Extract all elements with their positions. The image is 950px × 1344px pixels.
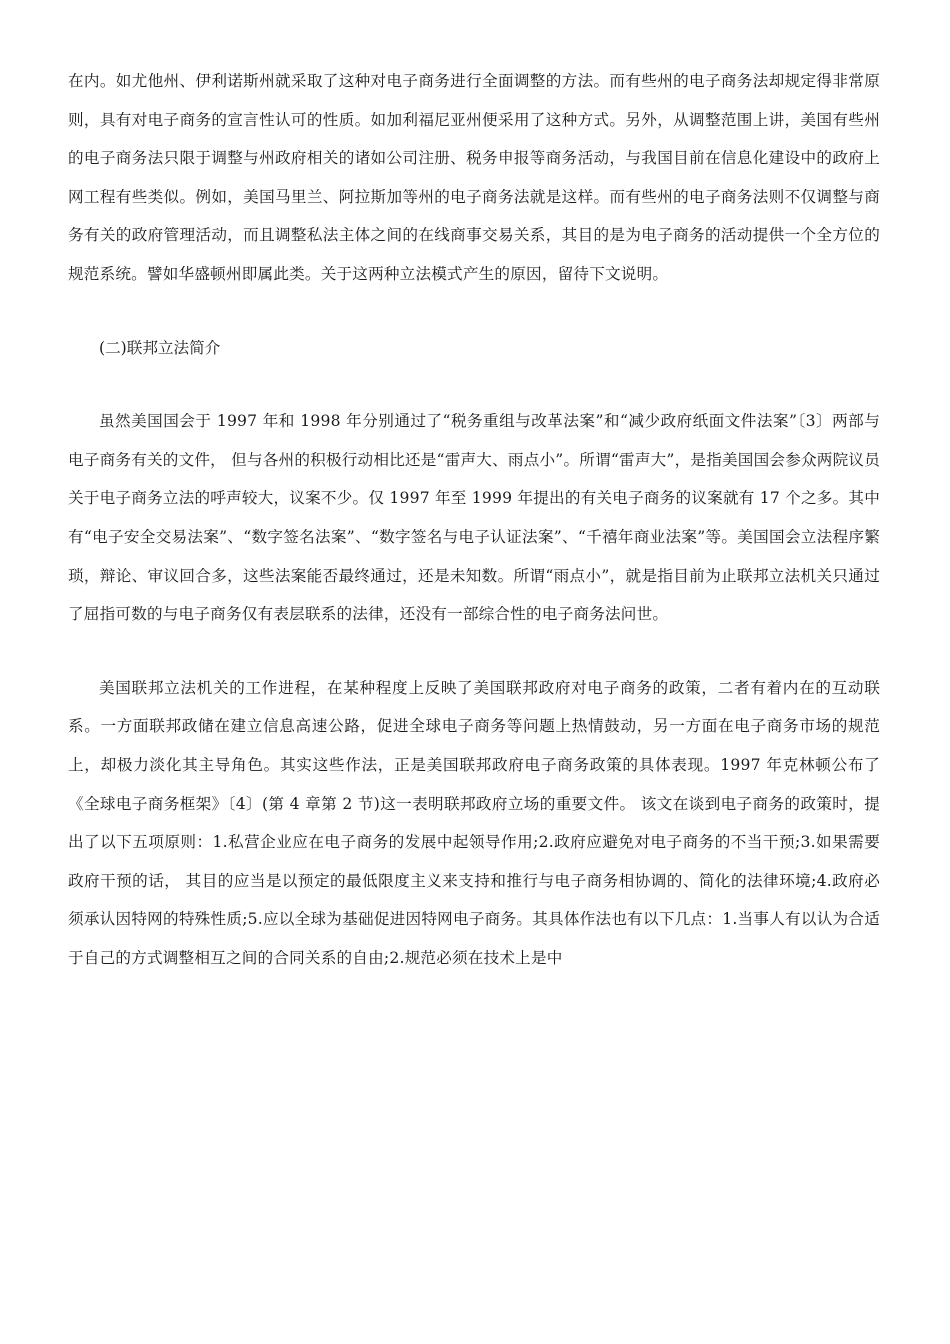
body-paragraph-1: 在内。如尤他州、伊利诺斯州就采取了这种对电子商务进行全面调整的方法。而有些州的电子商务法却规定得非常原则，具有对电子商务的宣言性认可的性质。如加利福尼亚州便采用了这种方式。另外，从调整范围上讲，美国有些州的电子商务法只限于调整与州政府相关的诸如公司注册、税务申报等商务活动，与我国目前在信息化建设中的政府上网工程有些类似。例如，美国马里兰、阿拉斯加等州的电子商务法就是这样。而有些州的电子商务法则不仅调整与商务有关的政府管理活动，而且调整私法主体之间的在线商事交易关系，其目的是为电子商务的活动提供一个全方位的规范系统。譬如华盛顿州即属此类。关于这两种立法模式产生的原因，留待下文说明。 xyxy=(68,72,880,283)
section-heading-federal-legislation: (二)联邦立法简介 xyxy=(99,338,221,357)
document-page xyxy=(68,62,880,977)
body-paragraph-3: 美国联邦立法机关的工作进程，在某种程度上反映了美国联邦政府对电子商务的政策，二者有着内在的互动联系。一方面联邦政储在建立信息高速公路，促进全球电子商务等问题上热情鼓动，另一方面在电子商务市场的规范上，却极力淡化其主导角色。其实这些作法，正是美国联邦政府电子商务政策的具体表现。1997 年克林顿公布了《全球电子商务框架》〔4〕(第 4 章第 2 节)这一表明联邦政府立场的重要文件。 该文在谈到电子商务的政策时，提出了以下五项原则：1.私营企业应在电子商务的发展中起领导作用;2.政府应避免对电子商务的不当干预;3.如果需要政府干预的话， 其目的应当是以预定的最低限度主义来支持和推行与电子商务相协调的、简化的法律环境;4.政府必须承认因特网的特殊性质;5.应以全球为基础促进因特网电子商务。其具体作法也有以下几点：1.当事人有以认为合适于自己的方式调整相互之间的合同关系的自由;2.规范必须在技术上是中 xyxy=(68,678,880,967)
body-paragraph-2: 虽然美国国会于 1997 年和 1998 年分别通过了“税务重组与改革法案”和“减少政府纸面文件法案”〔3〕两部与电子商务有关的文件， 但与各州的积极行动相比还是“雷声大、雨点小”。所谓“雷声大”，是指美国国会参众两院议员关于电子商务立法的呼声较大，议案不少。仅 1997 年至 1999 年提出的有关电子商务的议案就有 17 个之多。其中有“电子安全交易法案”、“数字签名法案”、“数字签名与电子认证法案”、“千禧年商业法案”等。美国国会立法程序繁琐，辩论、审议回合多，这些法案能否最终通过，还是未知数。所谓“雨点小”，就是指目前为止联邦立法机关只通过了屈指可数的与电子商务仅有表层联系的法律，还没有一部综合性的电子商务法问世。 xyxy=(68,412,880,624)
